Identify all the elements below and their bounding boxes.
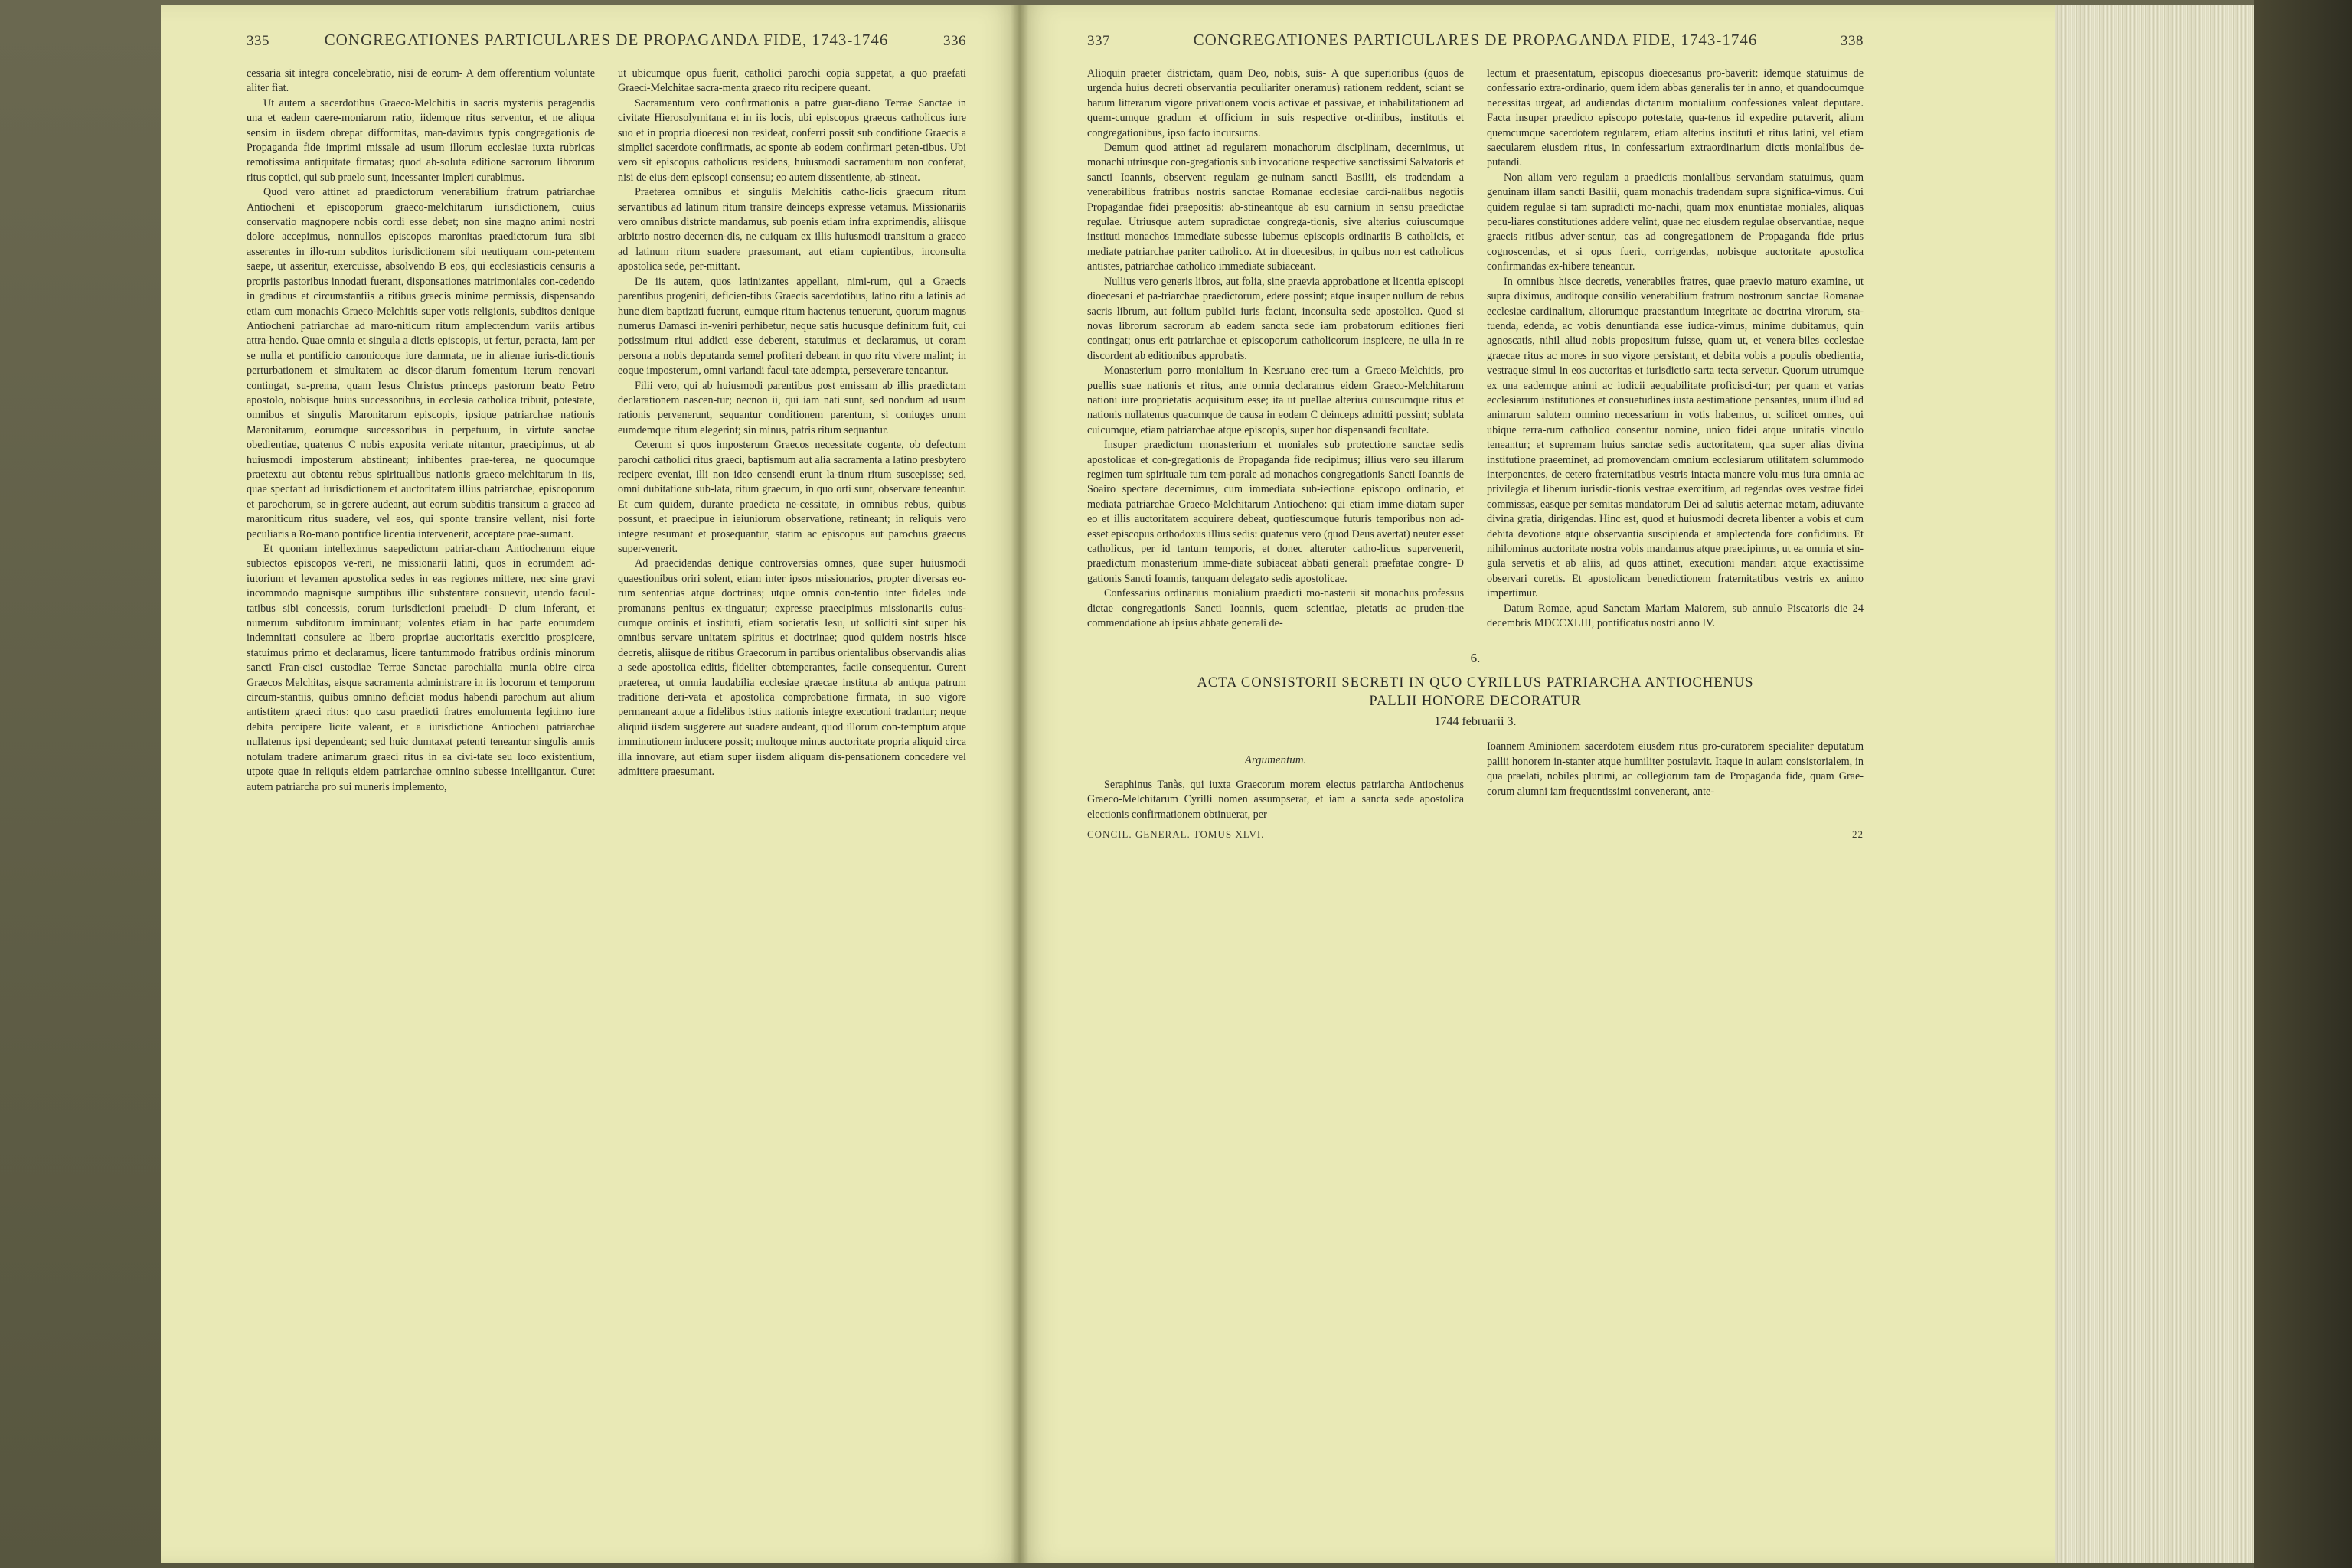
paragraph: Alioquin praeter districtam, quam Deo, nobis, suis- A que superioribus (quos de urgenda huius decreti observantia peculiariter oneramus) rationem reddent, sciant se harum litterarum vigore privationem vocis activae et passivae, et inhabilitationem ad quem-cumque gradum et officium in suis respective or-dinibus, institutis et congregationibus, ipso facto incursuros. bbox=[1087, 67, 1464, 139]
running-title: CONGREGATIONES PARTICULARES DE PROPAGANDA FIDE, 1743-1746 bbox=[324, 31, 889, 49]
right-page bbox=[1020, 5, 2055, 1563]
paragraph: Ut autem a sacerdotibus Graeco-Melchitis in sacris mysteriis peragendis una et eadem caere-moniarum ratio, iidemque ritus serventur, et ne aliqua sensim in iisdem obrepat difformitas, man-davimus typis congregationis de Propaganda fide imprimi missale ad usum illorum ecclesiae iuxta rubricas remotissima antiquitate firmatas; quod ab-soluta editione sacrorum librorum ritus coptici, qui sub praelo sunt, incessanter impleri curabimus. bbox=[247, 96, 595, 184]
paragraph: Et quoniam intelleximus saepedictum patriar-cham Antiochenum eique subiectos episcopos ve-reri, ne missionarii latini, quos in eorumdem ad-iutorium et levamen apostolica sedes in eas regiones mittere, nec sine gravi incommodo magnisque sumptibus illic substentare consuevit, utendo facul-tatibus sibi concessis, eorum iurisdictioni praeiudi- D cium inferant, et numerum subditorum imminuant; volentes etiam in hac parte eorumdem indemnitati consulere ac libero propriae auctoritatis exercitio prospicere, statuimus primo et declaramus, licere tantummodo fratribus ordinis minorum sancti Fran-cisci custodiae Terrae Sanctae parochialia munia obire circa Graecos Melchitas, eisque sacramenta administrare in iis locorum et temporum circum-stantiis, quibus omnino deficiat modus habendi parochum aut alium antistitem graeci ritus: quo casu praedicti fratres emolumenta legitimo iure debita percipere licite valeant, et a iurisdictione Antiocheni patriarchae nullatenus ipsi dependeant; sed huic dumtaxat petenti teneantur singulis annis notulam tradere animarum graeci ritus in ea civi-tate seu loco existentium, utpote quae in reliquis eidem patriarchae omnino subesse intelligantur. Curet autem patriarcha pro sui muneris implemento, bbox=[247, 543, 595, 793]
column-338 bbox=[1487, 67, 1864, 631]
paragraph: Praeterea omnibus et singulis Melchitis catho-licis graecum ritum servantibus ad latinum ritum transire deinceps expresse vetamus. Missionariis vero omnibus districte mandamus, sub poenis etiam infra exprimendis, aliisque arbitrio nostro decernen-dis, ne cuiquam ex illis huiusmodi transitum a graeco ad latinum ritum suadere praesumant, aut etiam cupientibus, inconsulta apostolica sede, per-mittant. bbox=[618, 186, 966, 273]
paragraph: Datum Romae, apud Sanctam Mariam Maiorem, sub annulo Piscatoris die 24 decembris MDCCXLIII, pontificatus nostri anno IV. bbox=[1487, 602, 1864, 630]
paragraph: Demum quod attinet ad regularem monachorum disciplinam, decernimus, ut monachi utriusque con-gregationis sub invocatione respective sanctissimi Salvatoris et sancti Ioannis, observent regulam ge-nuinam sancti Basilii, eis tradendam a venerabilibus fratribus nostris sanctae Romanae ecclesiae cardi-nalibus negotiis Propagandae fidei praepositis: ab-stineantque ab esu carnium in sensu praedictae regulae. Utriusque autem supradictae congrega-tionis, sive alterius cuiuscumque instituti monachos immediate subesse iubemus episcopis ordinariis B catholicis, et mediate patriarchae pariter catholico. At in dioecesibus, in quibus non est catholicus antistes, patriarchae catholico immediate subiaceant. bbox=[1087, 142, 1464, 273]
paragraph: Ceterum si quos imposterum Graecos necessitate cogente, ob defectum parochi catholici ritus graeci, baptismum aut alia sacramenta a latino presbytero recipere eveniat, illi non ideo censendi erunt la-tinum ritum suscepisse; sed, omni dubitatione sub-lata, ritum graecum, in quo orti sunt, observare teneantur. Et cum quidem, durante praedicta ne-cessitate, in omnibus rebus, quibus possunt, et praecipue in ieiuniorum observatione, retineant; in reliquis vero integre resumant et prosequantur, statim ac episcopus aut parochus graecus super-venerit. bbox=[618, 439, 966, 555]
column-335 bbox=[247, 67, 595, 795]
paragraph: Ioannem Aminionem sacerdotem eiusdem ritus pro-curatorem specialiter deputatum pallii honorem in-stanter atque humiliter postulavit. Itaque in aulam consistorialem, in qua praelati, nobiles plurimi, ac collegiorum tam de Propaganda fide, quam Grae-corum alumni iam frequentissimi convenerant, ante- bbox=[1487, 740, 1864, 798]
paragraph: lectum et praesentatum, episcopus dioecesanus pro-baverit: idemque statuimus de confessario extra-ordinario, quem idem abbas generalis ter in anno, et quandocumque necessitas urgeat, ad audiendas dictarum monialium confessiones valeat deputare. Facta insuper praedicto episcopo potestate, qua-tenus id expedire putaverit, alium quemcumque sacerdotem regularem, etiam alterius instituti et ritus latini, vel etiam saecularem eiusdem ritus, in confessarium extraordinarium dictis monialibus de-putandi. bbox=[1487, 67, 1864, 169]
left-running-head bbox=[247, 31, 966, 50]
section-title-line: PALLII HONORE DECORATUR bbox=[1369, 694, 1582, 710]
book-page-edges bbox=[2055, 5, 2254, 1563]
paragraph: Quod vero attinet ad praedictorum venerabilium fratrum patriarchae Antiocheni et episcoporum graeco-melchitarum iurisdictionem, cuius conservatio magnopere nobis cordi esse debet; non sine magno animi nostri dolore accepimus, nonnullos episcopos maronitas praedictorum iura sibi asserentes in illo-rum subditos iurisdictionem sibi neutiquam com-petentem saepe, ut asseritur, exercuisse, absolvendo B eos, qui ecclesiasticis censuris a propriis pastoribus innodati fuerant, disponsationes matrimoniales con-cedendo in gradibus et circumstantiis a ritibus graecis minime permissis, dispensando etiam cum monachis Graeco-Melchitis super votis religionis, subditos denique Antiocheni patriarchae ad maro-niticum ritum amplectendum variis artibus attra-hendo. Quae omnia et singula a dictis episcopis, ut fertur, peracta, iam per se nulla et pontificio canonicoque iure damnata, ne in alienae iuris-dictionis perturbationem et simultatem ac discor-diarum fomentum iterum renovari contingat, su-prema, quam Iesus Christus princeps pastorum beato Petro apostolo, nobisque huius successoribus, in ecclesia catholica tribuit, potestate, omnibus et singulis Maronitarum episcopis, ipsique patriarchae nationis Maronitarum, eorumque successoribus in perpetuum, in virtute sanctae obedientiae, quatenus C nobis exposita veritate nitantur, praecipimus, ut ab huiusmodi imposterum abstineant; inhibentes prae-terea, ne quocumque praetextu aut obtentu rebus spiritualibus nationis graeco-melchitarum in iis, quae spectant ad iurisdictionem et auctoritatem illius patriarchae, episcoporum et parochorum, se in-gerere audeant, aut eorum subditis transitum a graeco ad maroniticum ritus suadere, vel eos, qui sponte transire vellent, nisi forte peculiaris a Ro-mano pontifice licentia intervenerit, acceptare prae-sumant. bbox=[247, 186, 595, 541]
page-footer bbox=[1087, 828, 1864, 841]
book-cover-edge bbox=[2254, 0, 2352, 1568]
section-title bbox=[1087, 674, 1864, 710]
section-heading bbox=[1087, 651, 1864, 729]
footer-volume: CONCIL. GENERAL. TOMUS XLVI. bbox=[1087, 828, 1265, 841]
paragraph: ut ubicumque opus fuerit, catholici parochi copia suppetat, a quo praefati Graeci-Melchitae sacra-menta graeco ritu recipere queant. bbox=[618, 67, 966, 95]
column-337 bbox=[1087, 67, 1464, 631]
page-number-336: 336 bbox=[942, 33, 966, 49]
section-title-line: ACTA CONSISTORII SECRETI IN QUO CYRILLUS PATRIARCHA ANTIOCHENUS bbox=[1197, 675, 1754, 691]
paragraph: Seraphinus Tanàs, qui iuxta Graecorum morem electus patriarcha Antiochenus Graeco-Melchitarum Cyrilli nomen assumpserat, et iam a sancta sede apostolica electionis confirmationem obtinuerat, per bbox=[1087, 778, 1464, 821]
argument-columns bbox=[1087, 740, 1864, 822]
paragraph: De iis autem, quos latinizantes appellant, nimi-rum, qui a Graecis parentibus progeniti, deficien-tibus Graecis sacerdotibus, latino ritu a latinis ad hunc diem baptizati fuerunt, eumque ritum hactenus tenuerunt, quorum magnus numerus Damasci in-veniri perhibetur, neque satis hucusque definitum fuit, cui potissimum ritui addicti esse deberent, statuimus et declaramus, ut coram persona a nobis deputanda semel profiteri debeant in quo ritu vivere malint; in eoque imposterum, omni variandi facul-tate adempta, perseverare teneantur. bbox=[618, 275, 966, 377]
book-gutter bbox=[1011, 5, 1029, 1563]
paragraph: Sacramentum vero confirmationis a patre guar-diano Terrae Sanctae in civitate Hierosolymitana et in iis locis, ubi episcopus graecus catholicus iure suo et in propria dioecesi non resideat, conferri possit sub conditione Graecis a simplici sacerdote confirmatis, ac sponte ab eodem confirmari peten-tibus. Ubi vero sit episcopus catholicus residens, huiusmodi sacramentum non conferat, nisi de eius-dem episcopi consensu; eo autem dissentiente, ab-stineat. bbox=[618, 96, 966, 184]
footer-signature: 22 bbox=[1852, 828, 1864, 841]
section-date: 1744 februarii 3. bbox=[1434, 715, 1517, 729]
argument-heading: Argumentum. bbox=[1244, 754, 1307, 767]
paragraph: In omnibus hisce decretis, venerabiles fratres, quae praevio maturo examine, ut supra diximus, auditoque consilio venerabilium fratrum nostrorum sanctae Romanae ecclesiae cardinalium, aliorumque praestantium integritate ac doctrina virorum, sta-tuenda, edenda, ac vobis denuntianda esse iudica-vimus, minime dubitamus, quin agnoscatis, nihil aliud nobis propositum fuisse, quam ut, et venera-biles ecclesiae graecae ritus ac mores in suo vigore persistant, et debita vobis a populis obedientia, vestraque simul in eos auctoritas et iurisdictio sarta tecta servetur. Quorum utrumque ex una eademque animi ac iudicii aequabilitate proficisci-tur; per quam et varias ecclesiarum institutiones et consuetudines iusta aestimatione pensantes, unum illud ad animarum salutem omnino necessarium in votis habemus, ut scilicet omnes, qui ubique terra-rum catholico consentur nomine, unico fidei atque unitatis vinculo teneantur; et supremam huius sanctae sedis auctoritatem, qua super alias divina institutione praeeminet, ad promovendam omnium ecclesiarum utilitatem solummodo interponentes, de cetero fraternitatibus vestris intacta manere volu-mus iura omnia ac privilegia et liberum iurisdic-tionis vestrae exercitium, ad regendas oves vestrae fidei commissas, easque per semitas mandatorum Dei ad salutis aeternae metam, adiuvante divina gratia, dirigendas. Hinc est, quod et huiusmodi decreta libenter a vobis et cum debita devotione atque observantia suscipienda et amplectenda fore confidimus. Et nihilominus auctoritate nostra vobis mandamus atque praecipimus, ut ea omnia et sin-gula servetis et ab aliis, ad quos attinet, executioni mandari atque exactissime observari curetis. Et apostolicam benedictionem fraternitatibus vestris ex animo impertimur. bbox=[1487, 275, 1864, 600]
paragraph: Confessarius ordinarius monialium praedicti mo-nasterii sit monachus professus dictae congregationis Sancti Ioannis, quem scientiae, pietatis ac pruden-tiae commendatione ab ipsius abbate generali de- bbox=[1087, 587, 1464, 630]
argument-column-right bbox=[1487, 740, 1864, 822]
paragraph: cessaria sit integra concelebratio, nisi de eorum- A dem offerentium voluntate aliter fiat. bbox=[247, 67, 595, 95]
right-running-head bbox=[1087, 31, 1864, 50]
argument-column-left bbox=[1087, 740, 1464, 822]
left-page bbox=[161, 5, 1020, 1563]
paragraph: Non aliam vero regulam a praedictis monialibus servandam statuimus, quam genuinam illam sancti Basilii, quam monachis tradendam supra significa-vimus. Cui quidem regulae si tam supradicti mo-nachi, quam mox enuntiatae moniales, aliquas pecu-liares constitutiones addere velint, quae nec eiusdem regulae observantiae, neque graecis ritibus adver-sentur, eas ad congregationem de Propaganda fide prius cognoscendas, et si opus fuerit, corrigendas, nobisque auctoritate apostolica confirmandas ex-hibere teneantur. bbox=[1487, 171, 1864, 273]
paragraph: Filii vero, qui ab huiusmodi parentibus post emissam ab illis praedictam declarationem nascen-tur; necnon ii, qui iam nati sunt, sed nondum ad usum rationis pervenerunt, sequantur conditionem parentum, si coniuges unum eumdemque ritum elegerint; sin minus, patris ritum sequantur. bbox=[618, 379, 966, 436]
paragraph: Monasterium porro monialium in Kesruano erec-tum a Graeco-Melchitis, pro puellis suae nationis et ritus, ante omnia declaramus eidem Graeco-Melchitarum nationi iure proprietatis acquisitum esse; ita ut puellae alterius cuiuscumque ritus et nationis nullatenus quacumque de causa in eodem C deinceps admitti possint; sublata cuicumque, etiam patriarchae atque episcopis, super hoc dispensandi facultate. bbox=[1087, 364, 1464, 436]
paragraph: Insuper praedictum monasterium et moniales sub protectione sanctae sedis apostolicae et con-gregationis de Propaganda fide recipimus; illius vero seu illarum regimen tum spirituale tum tem-porale ad monachos congregationis Sancti Ioannis de Soairo spectare decernimus, cum immediata sub-iectione episcopo ordinario, et mediata patriarchae Graeco-Melchitarum Antiocheno: qui etiam imme-diatam super eo et illis auctoritatem acquirere debeat, quotiescumque futuris temporibus non ad-esset episcopus orthodoxus illius sedis: quatenus vero (quod Deus avertat) neuter esset catholicus, per id tantum temporis, et donec alteruter catho-licus supervenerit, praedictum monasterium imme-diate subiaceat abbati generali praefatae congre- D gationis Sancti Ioannis, tanquam delegato sedis apostolicae. bbox=[1087, 439, 1464, 585]
page-number-335: 335 bbox=[247, 33, 270, 49]
paragraph: Ad praecidendas denique controversias omnes, quae super huiusmodi quaestionibus oriri solent, etiam inter ipsos missionarios, propter diversas eo-rum sententias atque doctrinas; utque omnis con-tentio inter fideles inde promanans penitus ex-tinguatur; expresse praecipimus missionariis cuius-cumque ordinis et instituti, etiam societatis Iesu, ut solliciti sint super his omnibus servare unitatem spiritus et doctrinae; quod quidem nostris hisce decretis, aliisque de ritibus Graecorum in partibus orientalibus observandis alias a sede apostolica editis, fideliter obtemperantes, facile consequentur. Curent praeterea, ut omnia laudabilia ecclesiae graecae instituta ab antiqua patrum traditione deri-vata et apostolica comprobatione firmata, in suo vigore permaneant atque a fidelibus istius nationis integre executioni tradantur; neque aliquid iisdem suggerere aut suadere audeant, quod illorum con-temptum atque imminutionem inducere possit; multoque minus auctoritate propria aliquid circa illa innovare, aut etiam super iisdem aliquam dis-pensationem concedere vel admittere praesumant. bbox=[618, 557, 966, 779]
right-page-columns bbox=[1087, 67, 1864, 631]
running-title: CONGREGATIONES PARTICULARES DE PROPAGANDA FIDE, 1743-1746 bbox=[1193, 31, 1758, 49]
section-number: 6. bbox=[1470, 651, 1481, 666]
paragraph: Nullius vero generis libros, aut folia, sine praevia approbatione et licentia episcopi dioecesani et pa-triarchae praedictorum, edere possint; atque insuper nullum de rebus sacris librum, aut folium publici iuris faciant, inconsulta sede apostolica. Quod si novas librorum sacrorum ab eadem sancta sede iam probatorum editiones fieri contingat; onus erit patriarchae et episcoporum catholicorum inspicere, ne ulla in re discordent ab editionibus approbatis. bbox=[1087, 275, 1464, 362]
left-page-columns bbox=[247, 67, 966, 795]
page-number-337: 337 bbox=[1087, 33, 1110, 49]
column-336 bbox=[618, 67, 966, 795]
page-number-338: 338 bbox=[1840, 33, 1864, 49]
